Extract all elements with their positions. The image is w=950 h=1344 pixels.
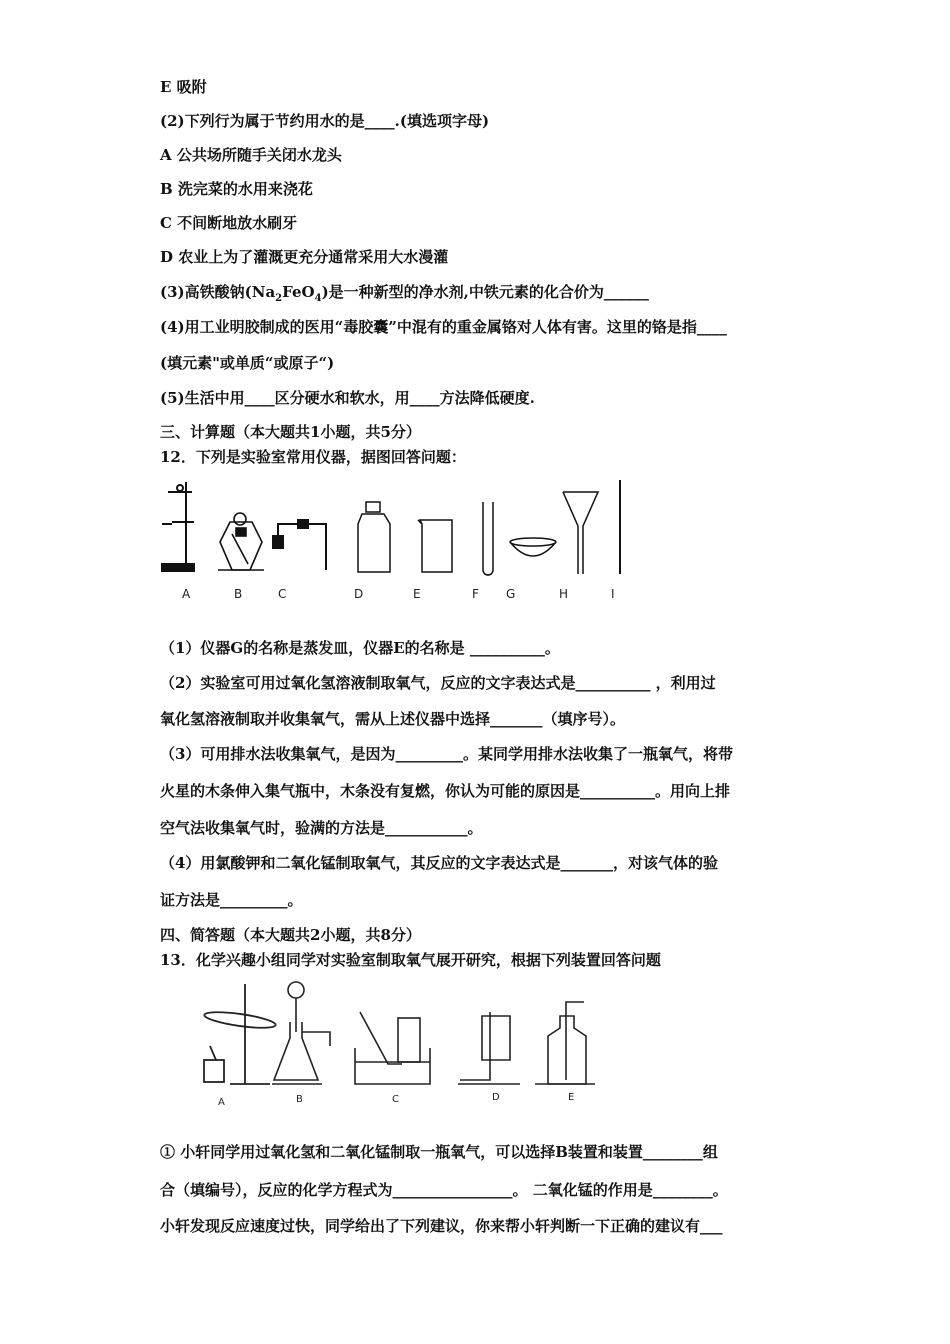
- beaker-icon: [418, 520, 452, 572]
- q13-label-c: C: [392, 1094, 399, 1105]
- q12-apparatus-figure: [158, 474, 628, 609]
- q11-sub3-sub2: 4: [314, 293, 322, 304]
- q12-part3-line2: 火星的木条伸入集气瓶中，木条没有复燃，你认为可能的原因是__________。用向上排: [160, 782, 731, 800]
- q11-option-a: A 公共场所随手关闭水龙头: [160, 146, 342, 164]
- alcohol-lamp-icon: [218, 513, 264, 570]
- gas-bottle-icon: [358, 502, 390, 572]
- q12-part4-line1: （4）用氯酸钾和二氧化锰制取氧气，其反应的文字表达式是_______，对该气体的验: [160, 854, 718, 872]
- q13-label-a: A: [218, 1097, 225, 1108]
- q12-part1: （1）仪器G的名称是蒸发皿，仪器E的名称是 __________。: [160, 639, 560, 657]
- q11-sub3: [160, 282, 649, 309]
- flask-apparatus-icon: [272, 982, 330, 1084]
- q13-stem: 13．化学兴趣小组同学对实验室制取氧气展开研究，根据下列装置回答问题: [160, 951, 661, 969]
- q11-e-option: E 吸附: [160, 78, 207, 96]
- q13-part1-line3: 小轩发现反应速度过快，同学给出了下列建议，你来帮小轩判断一下正确的建议有___: [160, 1217, 723, 1235]
- q11-option-d: D 农业上为了灌溉更充分通常采用大水漫灌: [160, 248, 449, 266]
- q12-label-e: E: [413, 587, 421, 601]
- q11-option-c: C 不间断地放水刷牙: [160, 214, 298, 232]
- water-trough-icon: [355, 1012, 430, 1084]
- bent-tube-icon: [273, 520, 326, 570]
- q12-label-a: A: [182, 587, 191, 601]
- q12-part3-line1: （3）可用排水法收集氧气，是因为_________。某同学用排水法收集了一瓶氧气，将带: [160, 745, 733, 763]
- heating-apparatus-icon: [204, 984, 277, 1084]
- q11-sub3-post: )是一种新型的净水剂,中铁元素的化合价为______: [321, 283, 649, 301]
- section3-heading: 三、计算题（本大题共1小题，共5分）: [160, 423, 421, 441]
- q11-option-b: B 洗完菜的水用来浇花: [160, 180, 313, 198]
- q12-label-d: D: [354, 587, 364, 601]
- q13-part1-line2: 合（填编号），反应的化学方程式为________________。 二氧化锰的作用是________。: [160, 1181, 728, 1199]
- q12-part3-line3: 空气法收集氧气时，验满的方法是___________。: [160, 819, 483, 837]
- q11-sub3-pre: (3)高铁酸钠(Na: [160, 283, 276, 301]
- q13-label-b: B: [296, 1094, 303, 1105]
- q11-sub3-sub1: 2: [275, 293, 283, 304]
- q12-label-i: I: [611, 587, 615, 601]
- downward-displacement-icon: [458, 1012, 520, 1084]
- q11-sub4-line2: (填元素"或单质“或原子“): [160, 354, 335, 372]
- section4-heading: 四、简答题（本大题共2小题，共8分）: [160, 926, 421, 944]
- q11-sub2: (2)下列行为属于节约用水的是____.(填选项字母): [160, 112, 490, 130]
- q12-label-c: C: [278, 587, 287, 601]
- q11-sub5: (5)生活中用____区分硬水和软水，用____方法降低硬度.: [160, 389, 535, 407]
- funnel-icon: [563, 492, 598, 574]
- upward-displacement-icon: [535, 1002, 595, 1084]
- q12-part4-line2: 证方法是_________。: [160, 891, 303, 909]
- test-tube-icon: [483, 502, 493, 575]
- q11-sub3-mid: FeO: [282, 283, 315, 301]
- evaporating-dish-icon: [510, 538, 556, 556]
- q11-sub4-line1: (4)用工业明胶制成的医用“毒胶囊”中混有的重金属铬对人体有害。这里的铬是指____: [160, 318, 727, 336]
- q13-apparatus-figure: [190, 976, 610, 1094]
- q13-label-e: E: [568, 1092, 575, 1103]
- q12-part2-line1: （2）实验室可用过氧化氢溶液制取氧气，反应的文字表达式是__________ ，利用过: [160, 674, 716, 692]
- q12-label-g: G: [506, 587, 516, 601]
- q13-part1-line1: ① 小轩同学用过氧化氢和二氧化锰制取一瓶氧气，可以选择B装置和装置________组: [160, 1143, 718, 1161]
- q12-label-b: B: [234, 587, 243, 601]
- q12-stem: 12．下列是实验室常用仪器，据图回答问题：: [160, 448, 466, 466]
- q12-part2-line2: 氧化氢溶液制取并收集氧气，需从上述仪器中选择_______（填序号）。: [160, 710, 626, 728]
- iron-stand-icon: [162, 482, 194, 571]
- q12-label-h: H: [559, 587, 569, 601]
- q12-label-f: F: [472, 587, 479, 601]
- q13-label-d: D: [492, 1092, 500, 1103]
